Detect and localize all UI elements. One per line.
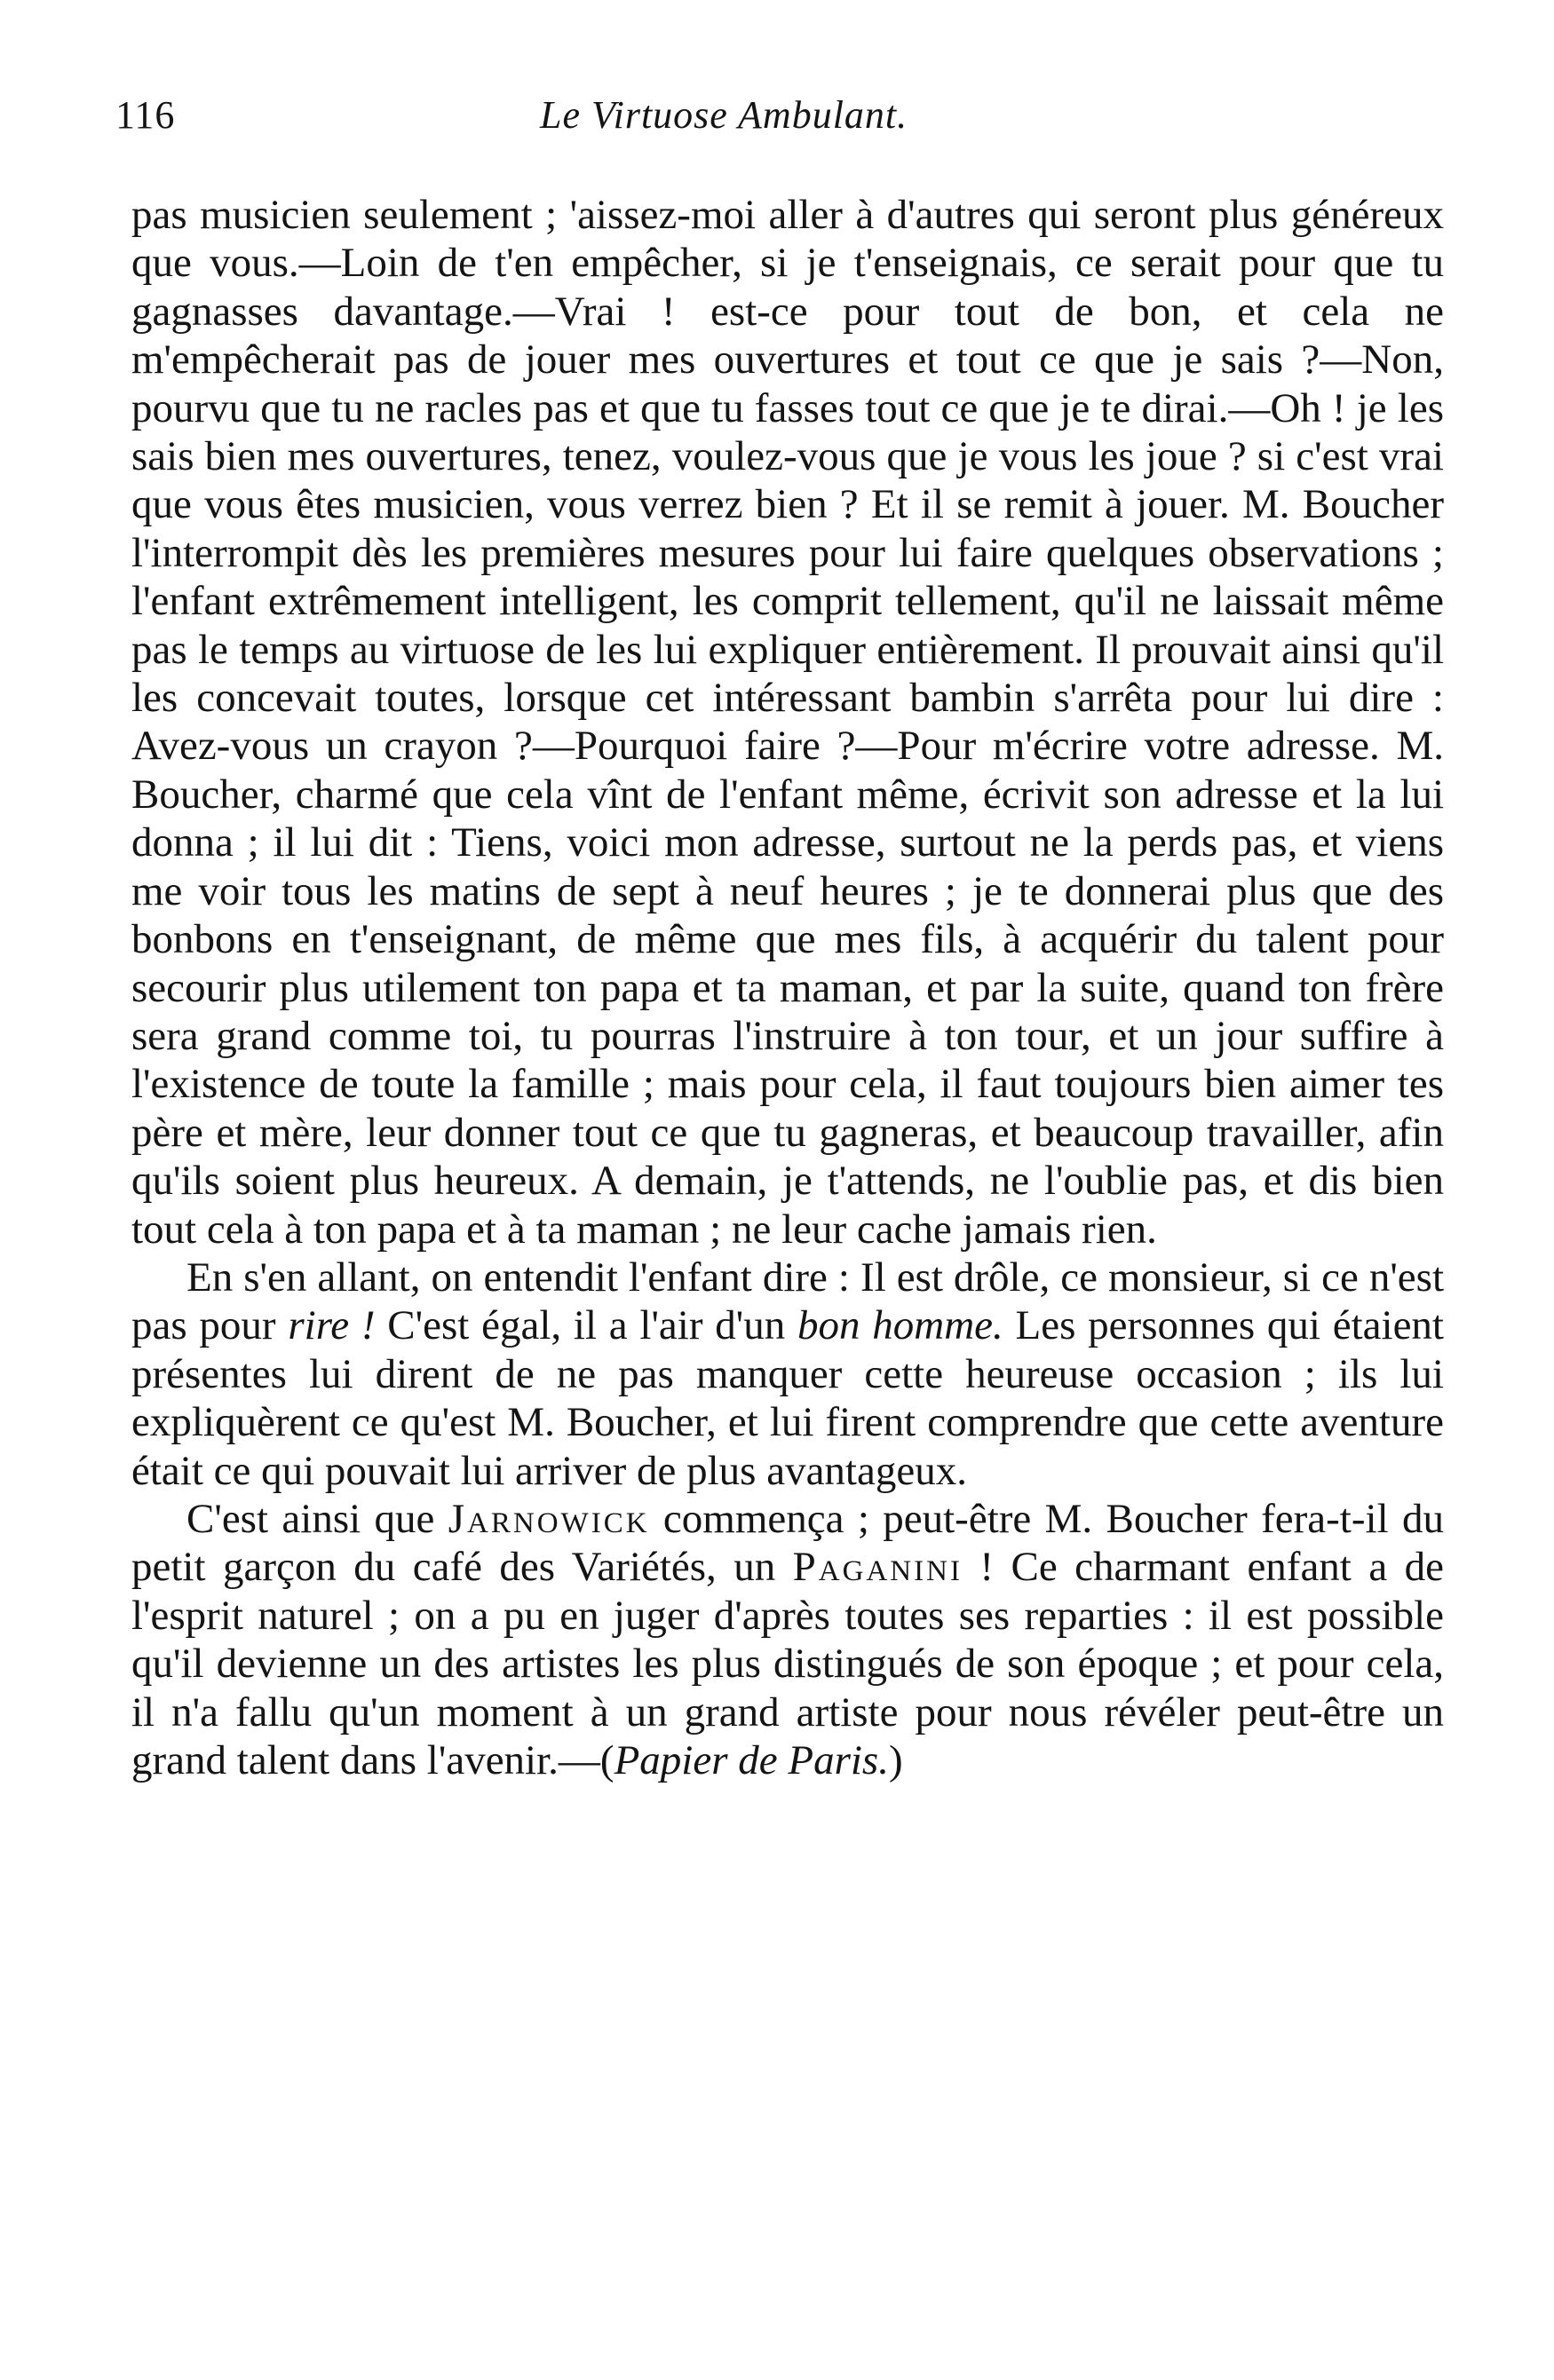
paragraph-3-text-c: ! Ce charmant enfant a de l'esprit naturel ; on a pu en juger d'après toutes ses reparties : il est possible qu'il devienne un des artistes les plus distingués de son époque ; et pour cela, il n'a fallu qu'un moment à un grand artiste pour nous révéler peut-être un grand talent dans l'avenir.—( — [131, 1544, 1444, 1783]
italic-rire: rire ! — [288, 1302, 376, 1349]
name-jarnowick: Jarnowick — [448, 1495, 650, 1542]
italic-bon-homme: bon homme. — [797, 1302, 1003, 1349]
paragraph-1: pas musicien seulement ; 'aissez-moi aller à d'autres qui seront plus généreux que vous.—Loin de t'en empêcher, si je t'enseignais, ce serait pour que tu gagnasses davantage.—Vrai ! est-ce pour tout de bon, et cela ne m'empêcherait pas de jouer mes ouvertures et tout ce que je sais ?—Non, pourvu que tu ne racles pas et que tu fasses tout ce que je te dirai.—Oh ! je les sais bien mes ouvertures, tenez, voulez-vous que je vous les joue ? si c'est vrai que vous êtes musicien, vous verrez bien ? Et il se remit à jouer. M. Boucher l'interrompit dès les premières mesures pour lui faire quelques observations ; l'enfant extrêmement intelligent, les comprit tellement, qu'il ne laissait même pas le temps au virtuose de les lui expliquer entièrement. Il prouvait ainsi qu'il les concevait toutes, lorsque cet intéressant bambin s'arrêta pour lui dire : Avez-vous un crayon ?—Pourquoi faire ?—Pour m'écrire votre adresse. M. Boucher, charmé que cela vînt de l'enfant même, écrivit son adresse et la lui donna ; il lui dit : Tiens, voici mon adresse, surtout ne la perds pas, et viens me voir tous les matins de sept à neuf heures ; je te donnerai plus que des bonbons en t'enseignant, de même que mes fils, à acquérir du talent pour secourir plus utilement ton papa et ta maman, et par la suite, quand ton frère sera grand comme toi, tu pourras l'instruire à ton tour, et un jour suffire à l'existence de toute la famille ; mais pour cela, il faut toujours bien aimer tes père et mère, leur donner tout ce que tu gagneras, et beaucoup travailler, afin qu'ils soient plus heureux. A demain, je t'attends, ne l'oublie pas, et dis bien tout cela à ton papa et à ta maman ; ne leur cache jamais rien. — [131, 192, 1444, 1253]
paragraph-3-text-b: commença ; peut-être M. Boucher fera-t-il du petit garçon du café des Variétés, un — [131, 1495, 1444, 1591]
closing-parenthesis: ) — [888, 1737, 903, 1783]
paragraph-3-text-a: C'est ainsi que — [186, 1495, 448, 1542]
paragraph-2-text-a: En s'en allant, on entendit l'enfant dire : Il est drôle, ce monsieur, si ce n'est pas pour — [131, 1253, 1444, 1349]
paragraph-2 — [131, 1253, 1444, 1495]
source-citation: Papier de Paris. — [614, 1737, 889, 1783]
page-number: 116 — [115, 93, 176, 137]
paragraph-2-text-b: C'est égal, il a l'air d'un — [375, 1302, 798, 1349]
name-paganini: Paganini — [792, 1544, 963, 1591]
paragraph-3 — [131, 1495, 1444, 1784]
paragraph-2-text-c: Les personnes qui étaient présentes lui dirent de ne pas manquer cette heureuse occasion ; ils lui expliquèrent ce qu'est M. Boucher, et lui firent comprendre que cette aventure était ce qui pouvait lui arriver de plus avantageux. — [131, 1302, 1444, 1494]
running-title: Le Virtuose Ambulant. — [540, 93, 908, 137]
page-header — [114, 92, 1421, 146]
body-text — [131, 191, 1444, 1784]
